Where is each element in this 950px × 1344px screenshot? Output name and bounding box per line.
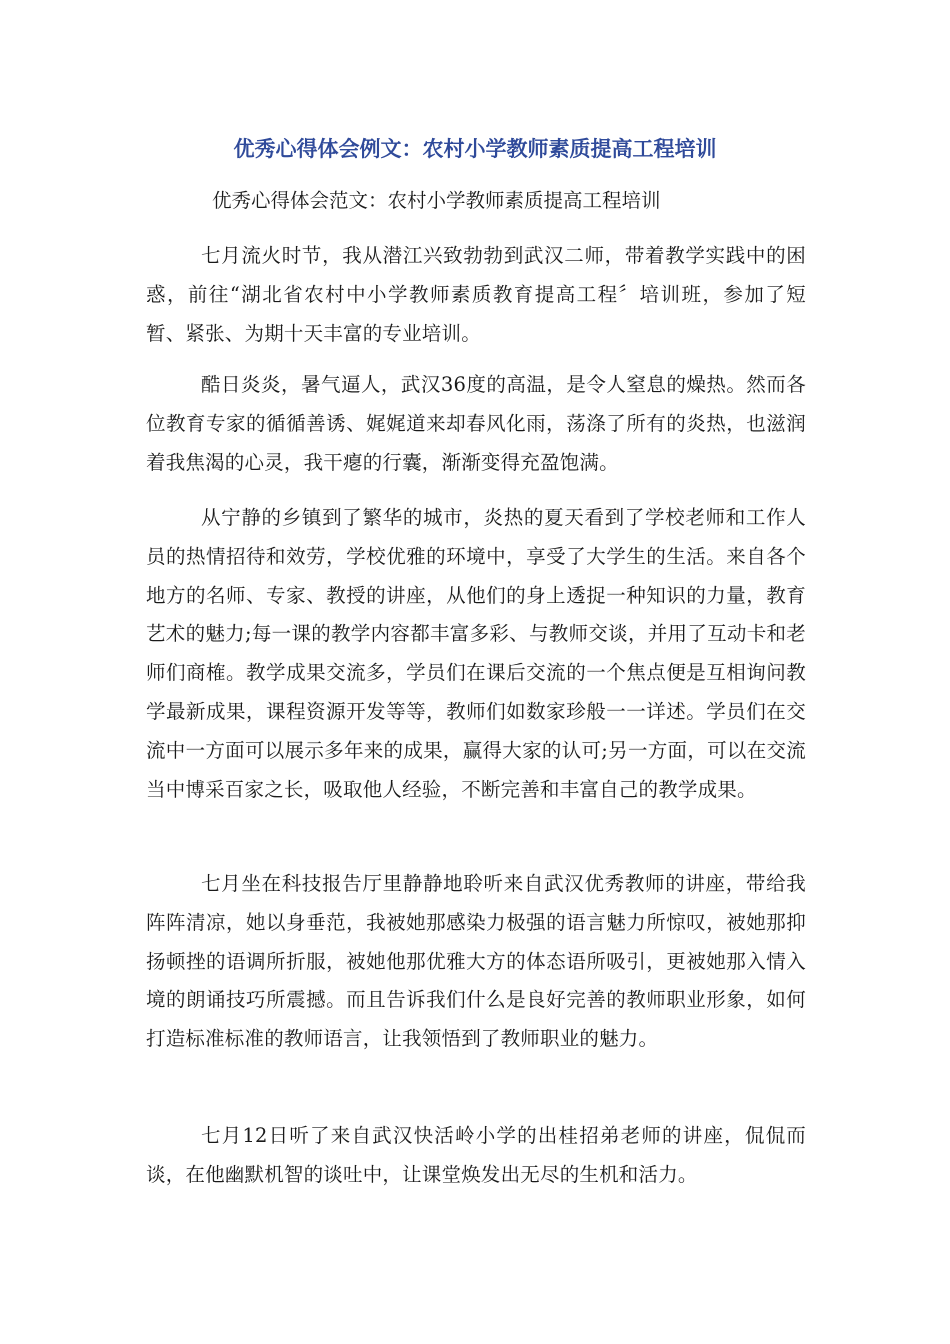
body-paragraph: 酷日炎炎，暑气逼人，武汉36度的高温，是令人窒息的燥热。然而各位教育专家的循循善诱、娓娓道来却春风化雨，荡涤了所有的炎热，也滋润着我焦渴的心灵，我干瘪的行囊，渐渐变得充盈饱满。 (146, 373, 806, 474)
body-paragraph: 七月流火时节，我从潜江兴致勃勃到武汉二师，带着教学实践中的困惑，前往“湖北省农村中小学教师素质教育提高工程〞培训班，参加了短暂、紧张、为期十天丰富的专业培训。 (146, 244, 806, 345)
body-paragraph: 七月12日听了来自武汉快活岭小学的出桂招弟老师的讲座，侃侃而谈，在他幽默机智的谈吐中，让课堂焕发出无尽的生机和活力。 (146, 1124, 806, 1186)
body-paragraph: 从宁静的乡镇到了繁华的城市，炎热的夏天看到了学校老师和工作人员的热情招待和效劳，学校优雅的环境中，享受了大学生的生活。来自各个地方的名师、专家、教授的讲座，从他们的身上透捉一种知识的力量，教育艺术的魅力;每一课的教学内容都丰富多彩、与教师交谈，并用了互动卡和老师们商榷。教学成果交流多，学员们在课后交流的一个焦点便是互相询问教学最新成果，课程资源开发等等，教师们如数家珍般一一详述。学员们在交流中一方面可以展示多年来的成果，赢得大家的认可;另一方面，可以在交流当中博采百家之长，吸取他人经验，不断完善和丰富自己的教学成果。 (146, 506, 806, 801)
document-title: 优秀心得体会例文：农村小学教师素质提高工程培训 (233, 137, 717, 161)
body-paragraph: 七月坐在科技报告厅里静静地聆听来自武汉优秀教师的讲座，带给我阵阵清凉，她以身垂范，我被她那感染力极强的语言魅力所惊叹，被她那抑扬顿挫的语调所折服，被她他那优雅大方的体态语所吸引，更被她那入情入境的朗诵技巧所震撼。而且告诉我们什么是良好完善的教师职业形象，如何打造标准标准的教师语言，让我领悟到了教师职业的魅力。 (146, 872, 806, 1051)
document-subtitle: 优秀心得体会范文：农村小学教师素质提高工程培训 (212, 189, 661, 212)
